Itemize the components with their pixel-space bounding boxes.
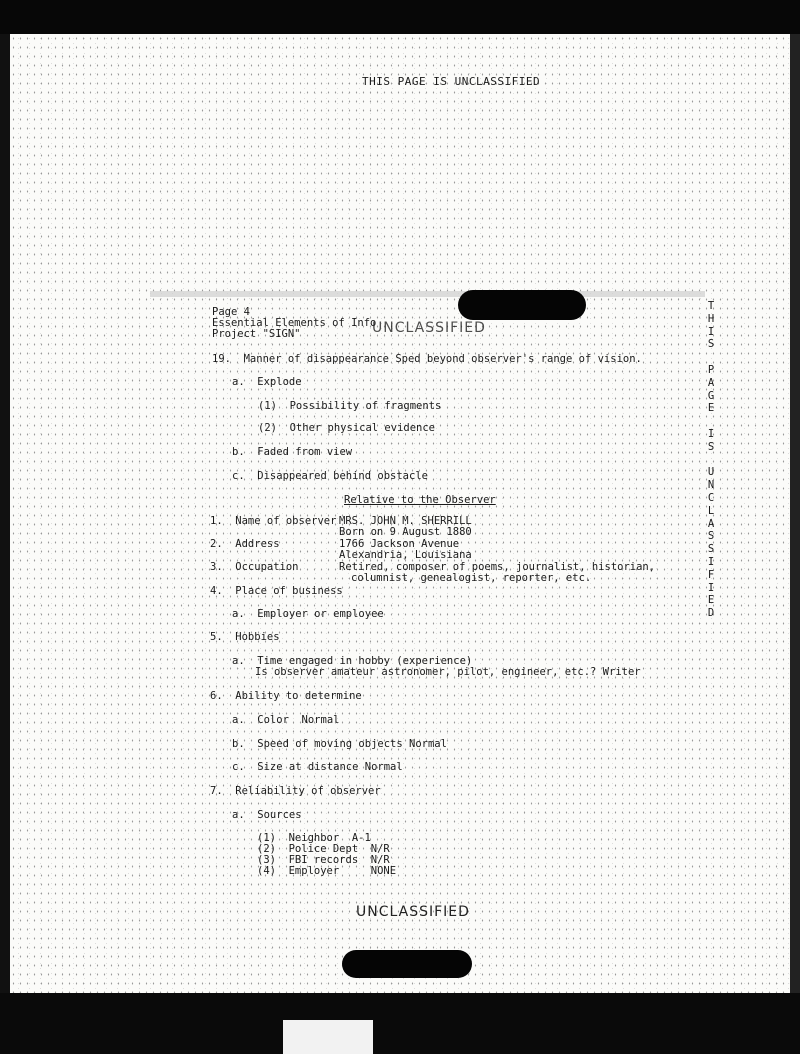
unclassified-stamp-bottom: UNCLASSIFIED <box>356 904 470 920</box>
side-letter: D <box>707 607 715 620</box>
classification-header: THIS PAGE IS UNCLASSIFIED <box>362 75 541 88</box>
item-19b: b. Faded from view <box>232 446 353 458</box>
unclassified-stamp-mid: UNCLASSIFIED <box>372 320 486 336</box>
item-19c: c. Disappeared behind obstacle <box>232 470 428 482</box>
side-letter: I <box>707 581 715 594</box>
item-2-label: 2. Address <box>210 538 280 550</box>
source-4: (4) Employer NONE <box>257 865 397 877</box>
side-classification-stamp <box>704 300 718 620</box>
side-letter: C <box>707 491 715 504</box>
page-fold-line <box>150 291 705 297</box>
item-19: 19. Manner of disappearance Sped beyond observer's range of vision. <box>212 353 642 365</box>
side-letter: U <box>707 466 715 479</box>
side-letter: G <box>707 389 715 402</box>
item-3-label: 3. Occupation <box>210 561 299 573</box>
occupation-line-1: Retired, composer of poems, journalist, historian, <box>339 561 656 573</box>
item-4: 4. Place of business <box>210 585 343 597</box>
side-gap <box>704 351 718 364</box>
item-6b: b. Speed of moving objects Normal <box>232 738 447 750</box>
side-letter: N <box>707 479 715 492</box>
project-name: Project "SIGN" <box>212 328 301 340</box>
item-7: 7. Reliability of observer <box>210 785 381 797</box>
address-line-2: Alexandria, Louisiana <box>339 549 472 561</box>
item-19a2: (2) Other physical evidence <box>258 422 436 434</box>
item-6: 6. Ability to determine <box>210 690 362 702</box>
side-letter: H <box>707 312 715 325</box>
scan-left-border <box>0 34 10 994</box>
side-letter: I <box>707 427 715 440</box>
document-subject: Essential Elements of Info <box>212 317 377 329</box>
source-3: (3) FBI records N/R <box>257 854 390 866</box>
item-5: 5. Hobbies <box>210 631 280 643</box>
item-19a1: (1) Possibility of fragments <box>258 400 442 412</box>
section-heading: Relative to the Observer <box>344 494 496 506</box>
scan-right-border <box>790 34 800 994</box>
item-5a: a. Time engaged in hobby (experience) <box>232 655 473 667</box>
observer-name: MRS. JOHN M. SHERRILL <box>339 515 472 527</box>
side-gap <box>704 415 718 428</box>
page-number: Page 4 <box>212 306 250 318</box>
item-7a: a. Sources <box>232 809 302 821</box>
side-letter: I <box>707 325 715 338</box>
side-letter: T <box>707 300 715 312</box>
side-letter: A <box>707 517 715 530</box>
side-letter: P <box>707 363 715 376</box>
item-5a-detail: Is observer amateur astronomer, pilot, engineer, etc.? Writer <box>255 666 641 678</box>
side-letter: L <box>707 504 715 517</box>
redaction-bar-bottom <box>342 950 472 978</box>
scan-top-border <box>0 0 800 34</box>
item-1-label: 1. Name of observer <box>210 515 337 527</box>
item-4a: a. Employer or employee <box>232 608 384 620</box>
address-line-1: 1766 Jackson Avenue <box>339 538 460 550</box>
side-letter: S <box>707 338 715 351</box>
side-gap <box>704 454 718 467</box>
side-letter: F <box>707 568 715 581</box>
source-1: (1) Neighbor A-1 <box>257 832 371 844</box>
side-letter: S <box>707 543 715 556</box>
side-letter: A <box>707 376 715 389</box>
item-6c: c. Size at distance Normal <box>232 761 403 773</box>
item-19a: a. Explode <box>232 376 302 388</box>
redaction-bar-top <box>458 290 586 320</box>
side-letter: S <box>707 530 715 543</box>
side-letter: S <box>707 440 715 453</box>
birth-date: Born on 9 August 1880 <box>339 526 472 538</box>
source-2: (2) Police Dept N/R <box>257 843 390 855</box>
side-letter: E <box>707 402 715 415</box>
document-page <box>10 34 790 993</box>
next-page-edge <box>283 1020 373 1054</box>
side-letter: I <box>707 555 715 568</box>
item-6a: a. Color Normal <box>232 714 340 726</box>
occupation-line-2: columnist, genealogist, reporter, etc. <box>351 572 592 584</box>
side-letter: E <box>707 594 715 607</box>
scan-bottom-border <box>0 993 800 1054</box>
